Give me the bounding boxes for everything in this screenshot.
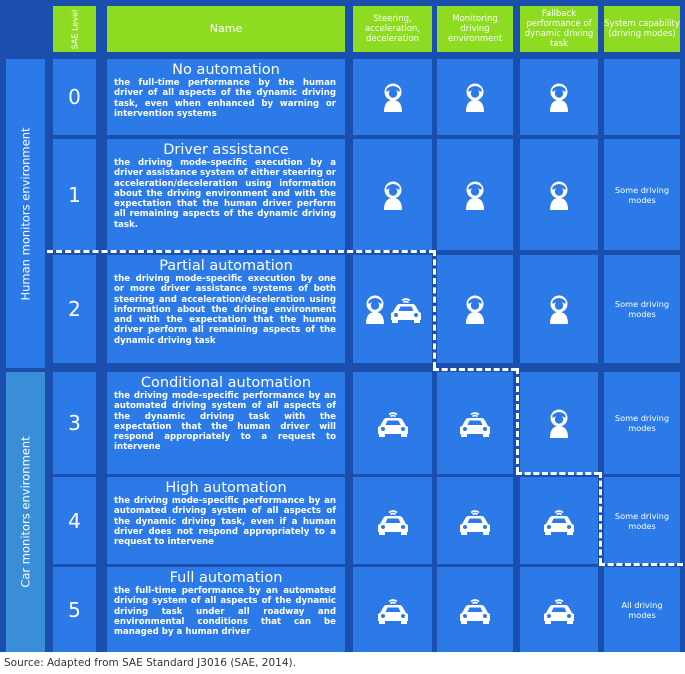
person-icon — [363, 294, 387, 324]
capability-cell — [604, 477, 680, 564]
level-description: the driving mode-specific performance by an automated driving system of all aspects of the dynamic driving task, even if a human driver does not respond appropriately to a request to intervene — [114, 496, 336, 548]
person-icon — [463, 180, 487, 210]
level-title: Conditional automation — [140, 375, 312, 391]
header-capability: System capability (driving modes) — [604, 6, 680, 52]
level-number: 5 — [53, 567, 96, 652]
dashed-line — [599, 472, 602, 564]
steering-cell — [353, 567, 432, 652]
car-icon — [458, 596, 492, 624]
person-icon — [463, 294, 487, 324]
car-icon — [458, 507, 492, 535]
steering-cell — [353, 477, 432, 564]
level-name-cell — [107, 477, 345, 564]
capability-label: Some driving modes — [614, 299, 670, 319]
level-name-cell — [107, 139, 345, 250]
person-icon — [547, 408, 571, 438]
fallback-cell — [520, 59, 598, 135]
capability-cell — [604, 372, 680, 474]
car-icon — [458, 409, 492, 437]
capability-cell — [604, 59, 680, 135]
person-icon — [381, 180, 405, 210]
level-title: High automation — [165, 480, 287, 496]
fallback-cell — [520, 567, 598, 652]
level-name-cell — [107, 567, 345, 652]
level-description: the full-time performance by the human driver of all aspects of the dynamic driving task, even when enhanced by warning or intervention systems — [114, 78, 336, 119]
dashed-line — [433, 250, 436, 368]
monitoring-cell — [437, 255, 513, 363]
level-number: 0 — [53, 59, 96, 135]
person-icon — [547, 180, 571, 210]
header-sae-level: SAE Level — [53, 6, 96, 52]
level-name-cell — [107, 59, 345, 135]
car-icon — [389, 295, 423, 323]
capability-cell — [604, 255, 680, 363]
level-number: 1 — [53, 139, 96, 250]
level-name-cell — [107, 255, 345, 363]
dashed-line — [516, 368, 519, 473]
capability-cell — [604, 139, 680, 250]
monitoring-cell — [437, 477, 513, 564]
car-icon — [542, 507, 576, 535]
level-title: Full automation — [169, 570, 283, 586]
capability-label: Some driving modes — [614, 510, 670, 531]
level-number: 2 — [53, 255, 96, 363]
level-description: the driving mode-specific performance by an automated driving system of all aspects of the dynamic driving task with the expectation that the human driver will respond appropriately to a request to intervene — [114, 391, 336, 453]
level-title: Driver assistance — [163, 142, 289, 158]
dashed-line — [516, 472, 600, 475]
dashed-line — [47, 250, 435, 253]
fallback-cell — [520, 372, 598, 474]
car-icon — [376, 409, 410, 437]
person-icon — [463, 82, 487, 112]
capability-label: All driving modes — [621, 599, 663, 620]
steering-cell — [353, 59, 432, 135]
car-icon — [542, 596, 576, 624]
capability-cell — [604, 567, 680, 652]
steering-cell — [353, 255, 432, 363]
level-description: the driving mode-specific execution by a driver assistance system of either steering or acceleration/deceleration using information about the driving environment and with the expectation that the human driver perform all remaining aspects of the dynamic driving task. — [114, 158, 336, 230]
header-steering: Steering, acceleration, deceleration — [353, 6, 432, 52]
monitoring-cell — [437, 139, 513, 250]
side-human-monitors: Human monitors environment — [6, 59, 45, 368]
level-title: No automation — [172, 62, 280, 78]
level-number: 4 — [53, 477, 96, 564]
capability-label: Some driving modes — [614, 413, 670, 433]
steering-cell — [353, 372, 432, 474]
dashed-line — [599, 563, 683, 566]
monitoring-cell — [437, 567, 513, 652]
level-number: 3 — [53, 372, 96, 474]
header-name: Name — [107, 6, 345, 52]
steering-cell — [353, 139, 432, 250]
level-title: Partial automation — [159, 258, 293, 274]
monitoring-cell — [437, 372, 513, 474]
level-description: the full-time performance by an automated driving system of all aspects of the dynamic driving task under all roadway and environmental conditions that can be managed by a human driver — [114, 586, 336, 638]
fallback-cell — [520, 477, 598, 564]
car-icon — [376, 596, 410, 624]
person-icon — [381, 82, 405, 112]
level-name-cell — [107, 372, 345, 474]
person-icon — [547, 294, 571, 324]
monitoring-cell — [437, 59, 513, 135]
car-icon — [376, 507, 410, 535]
level-description: the driving mode-specific execution by one or more driver assistance systems of both steering and acceleration/deceleration using information about the driving environment and with the expectation that the human driver perform all remaining aspects of the dynamic driving task — [114, 274, 336, 346]
header-fallback: Fallback performance of dynamic driving task — [520, 6, 598, 52]
fallback-cell — [520, 255, 598, 363]
capability-label: Some driving modes — [614, 184, 670, 205]
person-icon — [547, 82, 571, 112]
source-note: Source: Adapted from SAE Standard J3016 (SAE, 2014). — [4, 657, 296, 669]
header-monitoring: Monitoring driving environment — [437, 6, 513, 52]
dashed-line — [433, 368, 517, 371]
side-car-monitors: Car monitors environment — [6, 372, 45, 652]
fallback-cell — [520, 139, 598, 250]
